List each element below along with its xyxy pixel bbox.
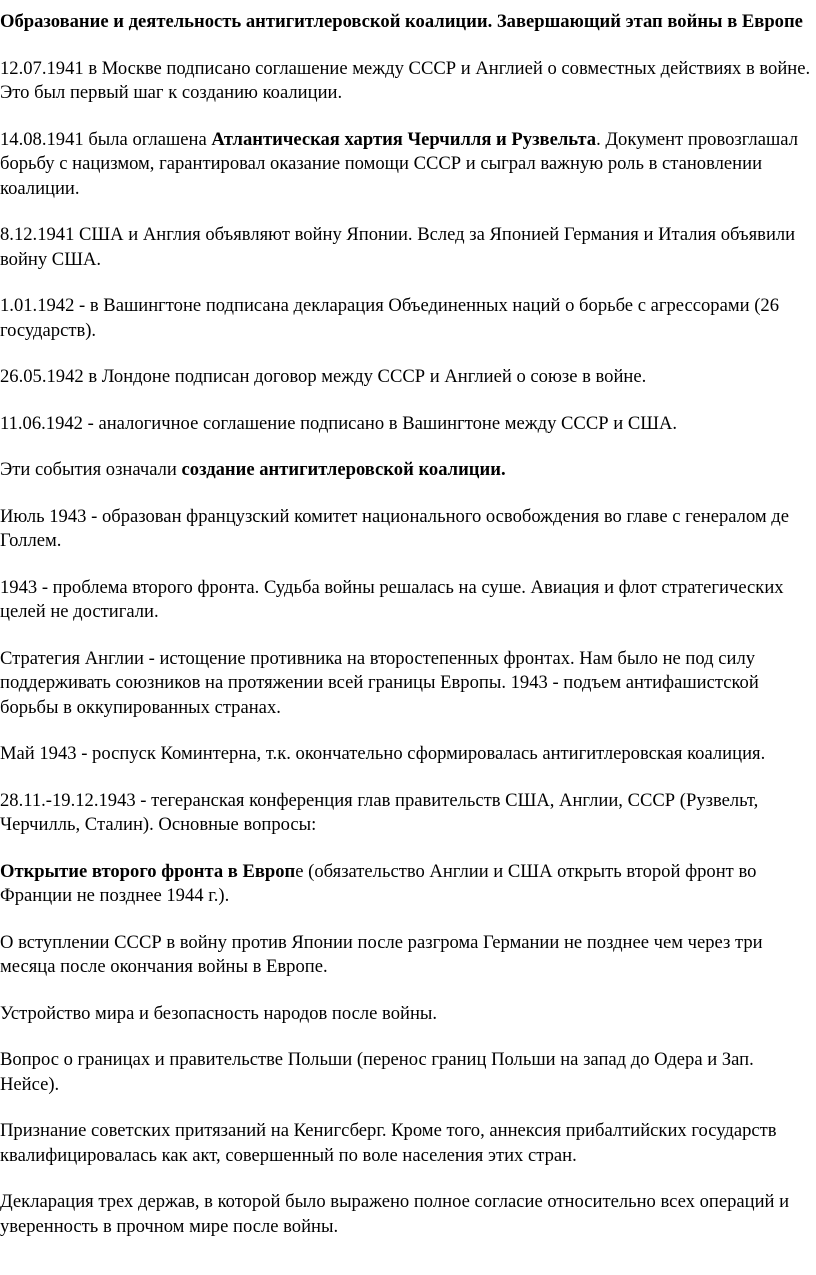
paragraph (0, 647, 813, 721)
text-run: Стратегия Англии - истощение противника на второстепенных фронтах. Нам было не под силу поддерживать союзников на протяжении всей границы Европы. 1943 - подъем антифашистской борьбы в оккупированных странах. (0, 647, 759, 718)
paragraph (0, 1048, 813, 1097)
paragraph (0, 576, 813, 625)
paragraph (0, 128, 813, 202)
paragraph (0, 742, 813, 767)
paragraph (0, 789, 813, 838)
paragraph (0, 365, 813, 390)
paragraph (0, 860, 813, 909)
bold-text: Открытие второго фронта в Европ (0, 860, 296, 882)
text-run: О вступлении СССР в войну против Японии после разгрома Германии не позднее чем через три месяца после окончания войны в Европе. (0, 931, 763, 977)
paragraph (0, 1119, 813, 1168)
text-run: Признание советских притязаний на Кенигсберг. Кроме того, аннексия прибалтийских государств квалифицировалась как акт, совершенный по воле населения этих стран. (0, 1120, 777, 1166)
text-run: 28.11.-19.12.1943 - тегеранская конференция глав правительств США, Англии, СССР (Рузвельт, Черчилль, Сталин). Основные вопросы: (0, 789, 759, 835)
text-run: Эти события означали (0, 459, 182, 480)
text-run: Декларация трех держав, в которой было выражено полное согласие относительно всех операций и уверенность в прочном мире после войны. (0, 1191, 790, 1237)
paragraph (0, 294, 813, 343)
text-run: 11.06.1942 - аналогичное соглашение подписано в Вашингтоне между СССР и США. (0, 412, 678, 434)
paragraph (0, 57, 813, 106)
text-run: Устройство мира и безопасность народов после войны. (0, 1002, 438, 1024)
text-run: 14.08.1941 была оглашена (0, 128, 212, 150)
text-run: 1.01.1942 - в Вашингтоне подписана декларация Объединенных наций о борьбе с агрессорами (26 государств). (0, 295, 780, 341)
paragraph (0, 223, 813, 272)
paragraph (0, 1002, 813, 1027)
text-run: Вопрос о границах и правительстве Польши (перенос границ Польши на запад до Одера и Зап. Нейсе). (0, 1049, 754, 1095)
paragraph (0, 412, 813, 437)
text-run: . Документ провозглашал борьбу с нацизмом, гарантировал оказание помощи СССР и сыграл важную роль в становлении коалиции. (0, 128, 798, 199)
paragraph (0, 505, 813, 554)
text-run: Май 1943 - роспуск Коминтерна, т.к. окончательно сформировалась антигитлеровская коалиция. (0, 743, 766, 764)
paragraph (0, 458, 813, 483)
bold-text: создание антигитлеровской коалиции. (181, 459, 506, 480)
paragraph (0, 1190, 813, 1239)
text-run: 8.12.1941 США и Англия объявляют войну Японии. Вслед за Японией Германия и Италия объявили войну США. (0, 224, 796, 270)
document-title: Образование и деятельность антигитлеровской коалиции. Завершающий этап войны в Европе (0, 11, 803, 32)
paragraph (0, 931, 813, 980)
text-run: 26.05.1942 в Лондоне подписан договор между СССР и Англией о союзе в войне. (0, 366, 647, 387)
document-page (0, 10, 813, 1261)
text-run: е (обязательство Англии и США открыть второй фронт во Франции не позднее 1944 г.). (0, 860, 757, 906)
document-body (0, 57, 813, 1240)
text-run: 1943 - проблема второго фронта. Судьба войны решалась на суше. Авиация и флот стратегических целей не достигали. (0, 576, 784, 622)
text-run: Июль 1943 - образован французский комитет национального освобождения во главе с генералом де Голлем. (0, 505, 790, 551)
bold-text: Атлантическая хартия Черчилля и Рузвельта (211, 128, 597, 150)
text-run: 12.07.1941 в Москве подписано соглашение между СССР и Англией о совместных действиях в войне. Это был первый шаг к созданию коалиции. (0, 57, 811, 103)
